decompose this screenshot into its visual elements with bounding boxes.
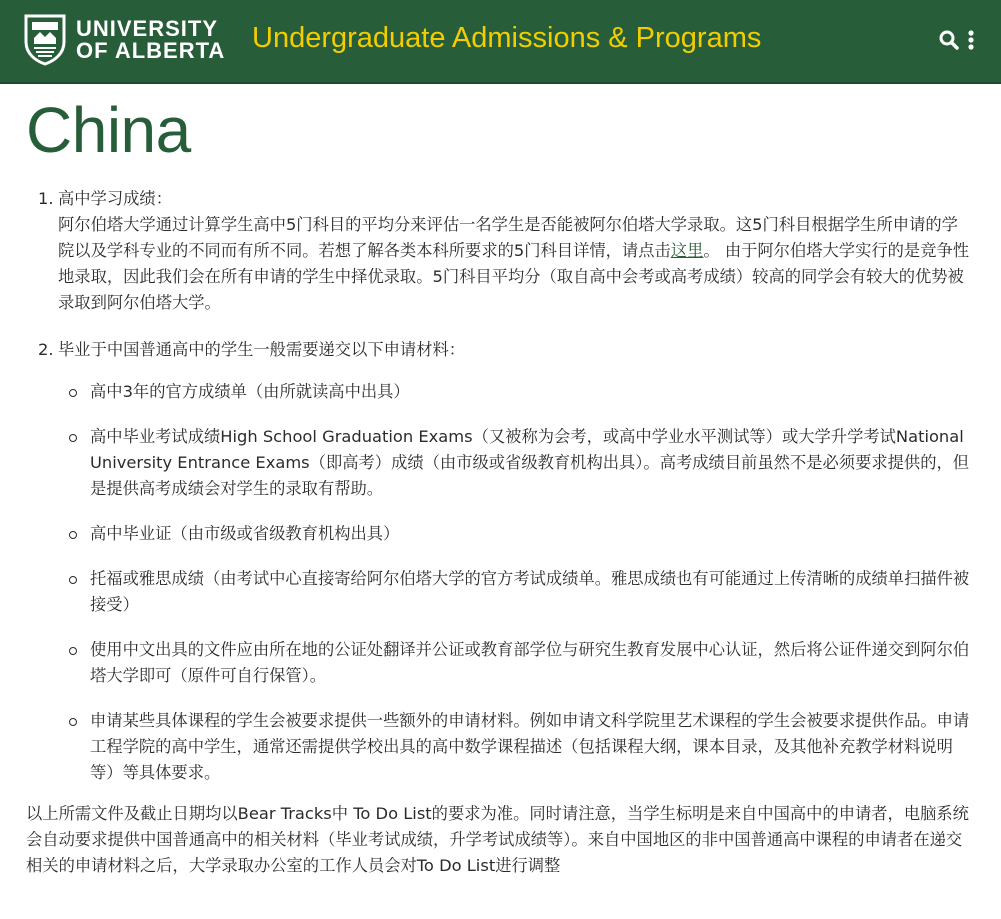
sublist-item xyxy=(58,521,971,547)
page-title: China xyxy=(26,94,191,166)
circle-bullet-icon xyxy=(69,576,77,584)
sublist-item-text: 使用中文出具的文件应由所在地的公证处翻译并公证或教育部学位与研究生教育发展中心认证，然后将公证件递交到阿尔伯塔大学即可（原件可自行保管）。 xyxy=(90,640,970,685)
page-content xyxy=(0,186,1001,879)
click-here-link[interactable]: 这里 xyxy=(670,241,704,260)
sublist-item xyxy=(58,424,971,502)
header-tools xyxy=(939,30,975,50)
requirements-list xyxy=(0,186,1001,786)
item-body-text: 阿尔伯塔大学通过计算学生高中5门科目的平均分来评估一名学生是否能被阿尔伯塔大学录取。这5门科目根据学生所申请的学院以及学科专业的不同而有所不同。若想了解各类本科所要求的5门科目详情，请点击 xyxy=(58,215,958,260)
search-icon[interactable] xyxy=(939,30,959,50)
list-number: 2. xyxy=(38,340,54,359)
site-title[interactable]: Undergraduate Admissions & Programs xyxy=(252,22,762,54)
sublist-item xyxy=(58,708,971,786)
item-body-text-continued: 。 由于阿尔伯塔大学实行的是竞争性地录取，因此我们会在所有申请的学生中择优录取。5门科目平均分（取自高中会考或高考成绩）较高的同学会有较大的优势被录取到阿尔伯塔大学。 xyxy=(58,241,970,312)
site-header xyxy=(0,0,1001,84)
materials-sublist xyxy=(58,379,971,786)
list-item-materials xyxy=(0,337,1001,786)
circle-bullet-icon xyxy=(69,647,77,655)
list-number: 1. xyxy=(38,189,54,208)
sublist-item-text: 高中毕业证（由市级或省级教育机构出具） xyxy=(90,524,400,543)
circle-bullet-icon xyxy=(69,531,77,539)
shield-logo-icon xyxy=(24,14,66,66)
university-logo[interactable] xyxy=(24,14,225,66)
logo-line-1: UNIVERSITY xyxy=(76,16,219,41)
item-heading: 毕业于中国普通高中的学生一般需要递交以下申请材料： xyxy=(58,340,466,359)
logo-line-2: OF ALBERTA xyxy=(76,38,226,63)
circle-bullet-icon xyxy=(69,434,77,442)
circle-bullet-icon xyxy=(69,389,77,397)
sublist-item-text: 高中毕业考试成绩High School Graduation Exams（又被称为会考，或高中学业水平测试等）或大学升学考试National University Entrance Exams（即高考）成绩（由市级或省级教育机构出具）。高考成绩目前虽然不是必须要求提供的，但是提供高考成绩会对学生的录取有帮助。 xyxy=(90,427,970,498)
sublist-item xyxy=(58,637,971,689)
vertical-ellipsis-icon[interactable] xyxy=(967,30,975,50)
sublist-item-text: 高中3年的官方成绩单（由所就读高中出具） xyxy=(90,382,410,401)
circle-bullet-icon xyxy=(69,718,77,726)
item-body xyxy=(58,212,971,316)
sublist-item-text: 托福或雅思成绩（由考试中心直接寄给阿尔伯塔大学的官方考试成绩单。雅思成绩也有可能通过上传清晰的成绩单扫描件被接受） xyxy=(90,569,970,614)
sublist-item xyxy=(58,566,971,618)
footer-paragraph: 以上所需文件及截止日期均以Bear Tracks中 To Do List的要求为准。同时请注意，当学生标明是来自中国高中的申请者，电脑系统会自动要求提供中国普通高中的相关材料（毕业考试成绩，升学考试成绩等）。来自中国地区的非中国普通高中课程的申请者在递交相关的申请材料之后，大学录取办公室的工作人员会对To Do List进行调整 xyxy=(26,804,969,875)
item-heading: 高中学习成绩： xyxy=(58,189,172,208)
sublist-item-text: 申请某些具体课程的学生会被要求提供一些额外的申请材料。例如申请文科学院里艺术课程的学生会被要求提供作品。申请工程学院的高中学生，通常还需提供学校出具的高中数学课程描述（包括课程大纲，课本目录，及其他补充教学材料说明等）等具体要求。 xyxy=(90,711,970,782)
list-item-grades xyxy=(0,186,1001,316)
sublist-item xyxy=(58,379,971,405)
